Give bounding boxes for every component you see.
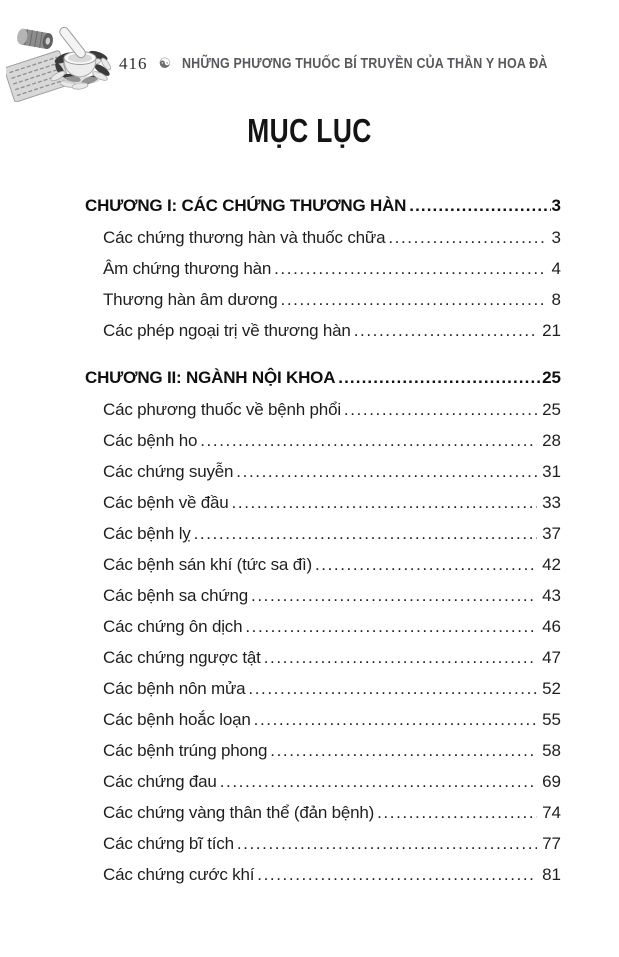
toc-entry-row <box>85 797 561 828</box>
dot-leader <box>251 580 537 611</box>
toc-entry-row <box>85 766 561 797</box>
toc-entry-page-number: 25 <box>542 400 561 419</box>
toc-entry-label: Các chứng suyễn <box>103 462 234 481</box>
dot-leader <box>194 518 538 549</box>
toc-entry-page-number: 4 <box>551 259 561 278</box>
toc-entry-page-number: 74 <box>542 803 561 822</box>
chapter-page-number: 3 <box>551 196 561 215</box>
toc-entry-label: Các chứng vàng thân thể (đản bệnh) <box>103 803 375 822</box>
toc-entry-page-number: 37 <box>542 524 561 543</box>
toc-entry-label: Các bệnh nôn mửa <box>103 679 246 698</box>
toc-section-2 <box>85 362 561 890</box>
dot-leader <box>200 425 537 456</box>
mortar-pestle-illustration <box>6 12 118 102</box>
yinyang-icon: ☯ <box>158 56 172 72</box>
chapter-page-number: 25 <box>542 368 561 387</box>
toc-entry-label: Các chứng cước khí <box>103 865 255 884</box>
dot-leader <box>237 828 537 859</box>
dot-leader <box>257 859 537 890</box>
chapter-heading-row <box>85 362 561 394</box>
running-header-title: NHỮNG PHƯƠNG THUỐC BÍ TRUYỀN CỦA THẦN Y HOA ĐÀ <box>182 56 548 72</box>
dot-leader <box>254 704 537 735</box>
toc-entry-page-number: 69 <box>542 772 561 791</box>
toc-entry-row <box>85 580 561 611</box>
toc-entry-label: Các chứng ngược tật <box>103 648 261 667</box>
dot-leader <box>236 456 537 487</box>
dot-leader <box>388 222 546 253</box>
toc-entry-label: Các phương thuốc về bệnh phổi <box>103 400 341 419</box>
toc-entry-page-number: 8 <box>551 290 561 309</box>
mortar-pestle-photo <box>6 12 118 102</box>
toc-entry-label: Âm chứng thương hàn <box>103 259 272 278</box>
toc-entry-row <box>85 284 561 315</box>
dot-leader <box>344 394 537 425</box>
toc-entry-page-number: 58 <box>542 741 561 760</box>
toc-entry-row <box>85 253 561 284</box>
toc-entry-label: Các bệnh trúng phong <box>103 741 268 760</box>
toc-entry-label: Các chứng đau <box>103 772 217 791</box>
dot-leader <box>270 735 537 766</box>
toc-entry-page-number: 28 <box>542 431 561 450</box>
dot-leader <box>220 766 537 797</box>
toc-entry-row <box>85 394 561 425</box>
toc-entry-label: Các bệnh hoắc loạn <box>103 710 251 729</box>
toc-entry-row <box>85 425 561 456</box>
toc-entry-label: Các bệnh sán khí (tức sa đì) <box>103 555 312 574</box>
dot-leader <box>281 284 547 315</box>
dot-leader <box>248 673 537 704</box>
chapter-heading-label: CHƯƠNG II: NGÀNH NỘI KHOA <box>85 368 336 387</box>
toc-entry-row <box>85 222 561 253</box>
dot-leader <box>354 315 537 346</box>
dot-leader <box>409 190 550 222</box>
toc-entry-page-number: 81 <box>542 865 561 884</box>
dot-leader <box>245 611 537 642</box>
dot-leader <box>377 797 537 828</box>
toc-section-1 <box>85 190 561 346</box>
toc-entry-page-number: 77 <box>542 834 561 853</box>
toc-entry-row <box>85 859 561 890</box>
toc-entry-row <box>85 315 561 346</box>
toc <box>85 190 561 890</box>
page-title: MỤC LỤC <box>247 112 372 149</box>
toc-entry-page-number: 21 <box>542 321 561 340</box>
toc-entry-row <box>85 828 561 859</box>
toc-entry-label: Thương hàn âm dương <box>103 290 278 309</box>
dot-leader <box>232 487 538 518</box>
toc-entry-page-number: 31 <box>542 462 561 481</box>
dot-leader <box>264 642 537 673</box>
toc-entry-label: Các phép ngoại trị về thương hàn <box>103 321 351 340</box>
toc-entry-label: Các bệnh lỵ <box>103 524 191 543</box>
running-header <box>119 52 607 76</box>
toc-entry-row <box>85 611 561 642</box>
toc-entry-row <box>85 735 561 766</box>
toc-entry-row <box>85 673 561 704</box>
toc-entry-label: Các bệnh ho <box>103 431 198 450</box>
toc-entry-row <box>85 704 561 735</box>
toc-entry-page-number: 42 <box>542 555 561 574</box>
toc-entry-row <box>85 549 561 580</box>
toc-entry-label: Các chứng thương hàn và thuốc chữa <box>103 228 386 247</box>
toc-entry-page-number: 3 <box>551 228 561 247</box>
toc-entry-row <box>85 456 561 487</box>
toc-entry-row <box>85 642 561 673</box>
toc-entry-label: Các bệnh sa chứng <box>103 586 249 605</box>
page-number: 416 <box>119 54 148 73</box>
toc-entry-page-number: 33 <box>542 493 561 512</box>
dot-leader <box>274 253 546 284</box>
toc-entry-row <box>85 487 561 518</box>
chapter-heading-row <box>85 190 561 222</box>
toc-entry-page-number: 55 <box>542 710 561 729</box>
toc-entry-label: Các bệnh về đầu <box>103 493 229 512</box>
toc-entry-page-number: 47 <box>542 648 561 667</box>
dot-leader <box>315 549 537 580</box>
toc-entry-label: Các chứng ôn dịch <box>103 617 243 636</box>
toc-entry-page-number: 43 <box>542 586 561 605</box>
toc-entry-page-number: 52 <box>542 679 561 698</box>
chapter-heading-label: CHƯƠNG I: CÁC CHỨNG THƯƠNG HÀN <box>85 196 407 215</box>
dot-leader <box>338 362 541 394</box>
toc-entry-label: Các chứng bĩ tích <box>103 834 234 853</box>
toc-entry-page-number: 46 <box>542 617 561 636</box>
toc-entry-row <box>85 518 561 549</box>
